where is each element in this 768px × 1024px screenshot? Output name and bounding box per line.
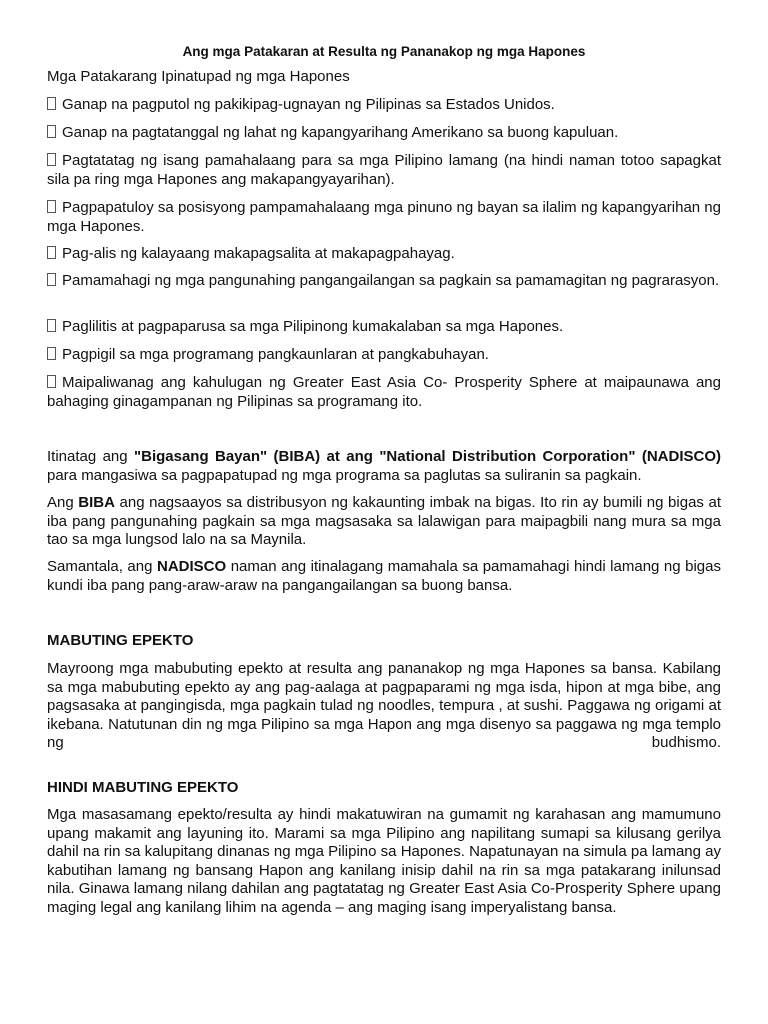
bad-effects-heading: HINDI MABUTING EPEKTO — [47, 779, 239, 796]
bullet-box-icon — [47, 246, 56, 259]
bullet-box-icon — [47, 273, 56, 286]
good-effects-paragraph: Mayroong mga mabubuting epekto at resulta ang pananakop ng mga Hapones sa bansa. Kabilang sa mga mabubuting epekto ay ang pag-aalaga at pagpaparami ng mga isda, hipon at mga bibe, ang pagsasaka at pangingisda, mga pagkain tulad ng noodles, tempura , at sushi. Paggawa ng origami at ikebana. Natutunan din ng mga Pilipino sa mga Hapon ang mga disenyo sa paggawa ng mga templo ng budhismo. — [47, 660, 721, 751]
bullet-box-icon — [47, 97, 56, 110]
policies-heading: Mga Patakarang Ipinatupad ng mga Hapones — [47, 68, 350, 85]
policy-item: Pag-alis ng kalayaang makapagsalita at makapagpahayag. — [47, 245, 721, 264]
good-effects-heading: MABUTING EPEKTO — [47, 632, 194, 649]
nadisco-paragraph: Samantala, ang NADISCO naman ang itinalagang mamahala sa pamamahagi hindi lamang ng bigas kundi iba pang pang-araw-araw na pangangailangan sa buong bansa. — [47, 558, 721, 594]
bullet-box-icon — [47, 319, 56, 332]
bullet-box-icon — [47, 200, 56, 213]
document-title: Ang mga Patakaran at Resulta ng Pananakop ng mga Hapones — [182, 44, 586, 59]
bullet-box-icon — [47, 153, 56, 166]
policy-item: Pagtatatag ng isang pamahalaang para sa mga Pilipino lamang (na hindi naman totoo sapagkat sila pa ring mga Hapones ang makapangyayarihan). — [47, 152, 721, 188]
biba-distribution-paragraph: Ang BIBA ang nagsaayos sa distribusyon ng kakaunting imbak na bigas. Ito rin ay bumili ng bigas at iba pang pangunahing pagkain sa mga magsasaka sa lalawigan para maipagbili nang mura sa mga tao sa mga lungsod lalo na sa Maynila. — [47, 494, 721, 548]
bullet-box-icon — [47, 347, 56, 360]
policy-item: Ganap na pagtatanggal ng lahat ng kapangyarihang Amerikano sa buong kapuluan. — [47, 124, 721, 143]
policy-item: Pagpapatuloy sa posisyong pampamahalaang mga pinuno ng bayan sa ilalim ng kapangyarihan ng mga Hapones. — [47, 199, 721, 235]
bullet-box-icon — [47, 375, 56, 388]
bad-effects-paragraph: Mga masasamang epekto/resulta ay hindi makatuwiran na gumamit ng karahasan ang mamumuno upang makamit ang layuning ito. Marami sa mga Pilipino ang napilitang sumapi sa kilusang gerilya dahil na rin sa kalupitang dinanas ng mga Pilipino sa Hapones. Napatunayan na simula pa lamang ay kabutihan lamang ng bansang Hapon ang kanilang inisip dahil na rin sa mga patakarang inilunsad nila. Ginawa lamang nilang dahilan ang pagtatatag ng Greater East Asia Co-Prosperity Sphere upang maging legal ang kanilang lihim na agenda – ang maging isang imperyalistang bansa. — [47, 806, 721, 916]
biba-paragraph: Itinatag ang "Bigasang Bayan" (BIBA) at ang "National Distribution Corporation" (NADISCO) para mangasiwa sa pagpapatupad ng mga programa sa paglutas sa suliranin sa pagkain. — [47, 448, 721, 484]
policy-item: Maipaliwanag ang kahulugan ng Greater East Asia Co- Prosperity Sphere at maipaunawa ang bahaging ginagampanan ng Pilipinas sa programang ito. — [47, 374, 721, 410]
policy-item: Ganap na pagputol ng pakikipag-ugnayan ng Pilipinas sa Estados Unidos. — [47, 96, 721, 115]
policy-item: Paglilitis at pagpaparusa sa mga Pilipinong kumakalaban sa mga Hapones. — [47, 318, 721, 337]
policy-item: Pagpigil sa mga programang pangkaunlaran at pangkabuhayan. — [47, 346, 721, 365]
policy-item: Pamamahagi ng mga pangunahing pangangailangan sa pagkain sa pamamagitan ng pagrarasyon. — [47, 272, 721, 291]
bullet-box-icon — [47, 125, 56, 138]
